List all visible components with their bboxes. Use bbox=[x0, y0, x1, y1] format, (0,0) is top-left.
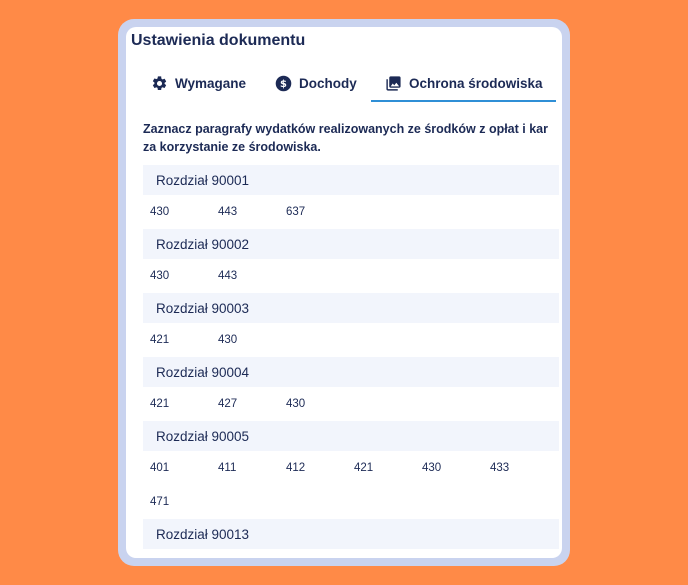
code-item[interactable]: 430 bbox=[422, 462, 442, 474]
settings-card bbox=[126, 27, 562, 558]
section-header[interactable]: Rozdział 90013 bbox=[143, 519, 559, 549]
code-item[interactable]: 430 bbox=[218, 334, 238, 346]
code-item[interactable]: 637 bbox=[286, 206, 306, 218]
code-item[interactable]: 471 bbox=[150, 496, 170, 508]
tab-ochrona-srodowiska[interactable] bbox=[385, 67, 543, 99]
photo-library-icon bbox=[385, 75, 402, 92]
code-list bbox=[143, 323, 559, 357]
code-item[interactable]: 443 bbox=[218, 270, 238, 282]
code-item[interactable]: 427 bbox=[218, 398, 238, 410]
section-90004 bbox=[143, 357, 559, 421]
code-item[interactable]: 421 bbox=[150, 398, 170, 410]
code-item[interactable]: 401 bbox=[150, 462, 170, 474]
section-90003 bbox=[143, 293, 559, 357]
description-text: Zaznacz paragrafy wydatków realizowanych ze środków z opłat i kar za korzystanie ze środowiska. bbox=[143, 122, 548, 154]
dollar-circle-icon bbox=[275, 75, 292, 92]
tab-wymagane[interactable] bbox=[151, 67, 246, 99]
page-title: Ustawienia dokumentu bbox=[131, 32, 306, 49]
code-item[interactable]: 412 bbox=[286, 462, 306, 474]
code-item[interactable]: 433 bbox=[490, 462, 510, 474]
section-header[interactable]: Rozdział 90001 bbox=[143, 165, 559, 195]
tab-bar bbox=[126, 67, 562, 101]
code-item[interactable]: 421 bbox=[150, 334, 170, 346]
code-list bbox=[143, 451, 559, 519]
code-list bbox=[143, 259, 559, 293]
code-list bbox=[143, 387, 559, 421]
sections-list bbox=[143, 165, 559, 549]
code-list bbox=[143, 195, 559, 229]
tab-ochrona-label: Ochrona środowiska bbox=[409, 75, 543, 91]
code-item[interactable]: 421 bbox=[354, 462, 374, 474]
section-header[interactable]: Rozdział 90005 bbox=[143, 421, 559, 451]
tab-dochody-label: Dochody bbox=[299, 75, 357, 91]
tab-dochody[interactable] bbox=[275, 67, 357, 99]
section-header[interactable]: Rozdział 90004 bbox=[143, 357, 559, 387]
section-90013 bbox=[143, 519, 559, 549]
svg-text:$: $ bbox=[280, 78, 287, 90]
section-header[interactable]: Rozdział 90002 bbox=[143, 229, 559, 259]
section-90001 bbox=[143, 165, 559, 229]
code-item[interactable]: 430 bbox=[286, 398, 306, 410]
tab-wymagane-label: Wymagane bbox=[175, 75, 247, 91]
code-item[interactable]: 430 bbox=[150, 206, 170, 218]
code-item[interactable]: 430 bbox=[150, 270, 170, 282]
code-item[interactable]: 411 bbox=[218, 462, 237, 474]
section-header[interactable]: Rozdział 90003 bbox=[143, 293, 559, 323]
section-90005 bbox=[143, 421, 559, 519]
code-item[interactable]: 443 bbox=[218, 206, 238, 218]
section-90002 bbox=[143, 229, 559, 293]
gear-icon bbox=[151, 75, 168, 92]
